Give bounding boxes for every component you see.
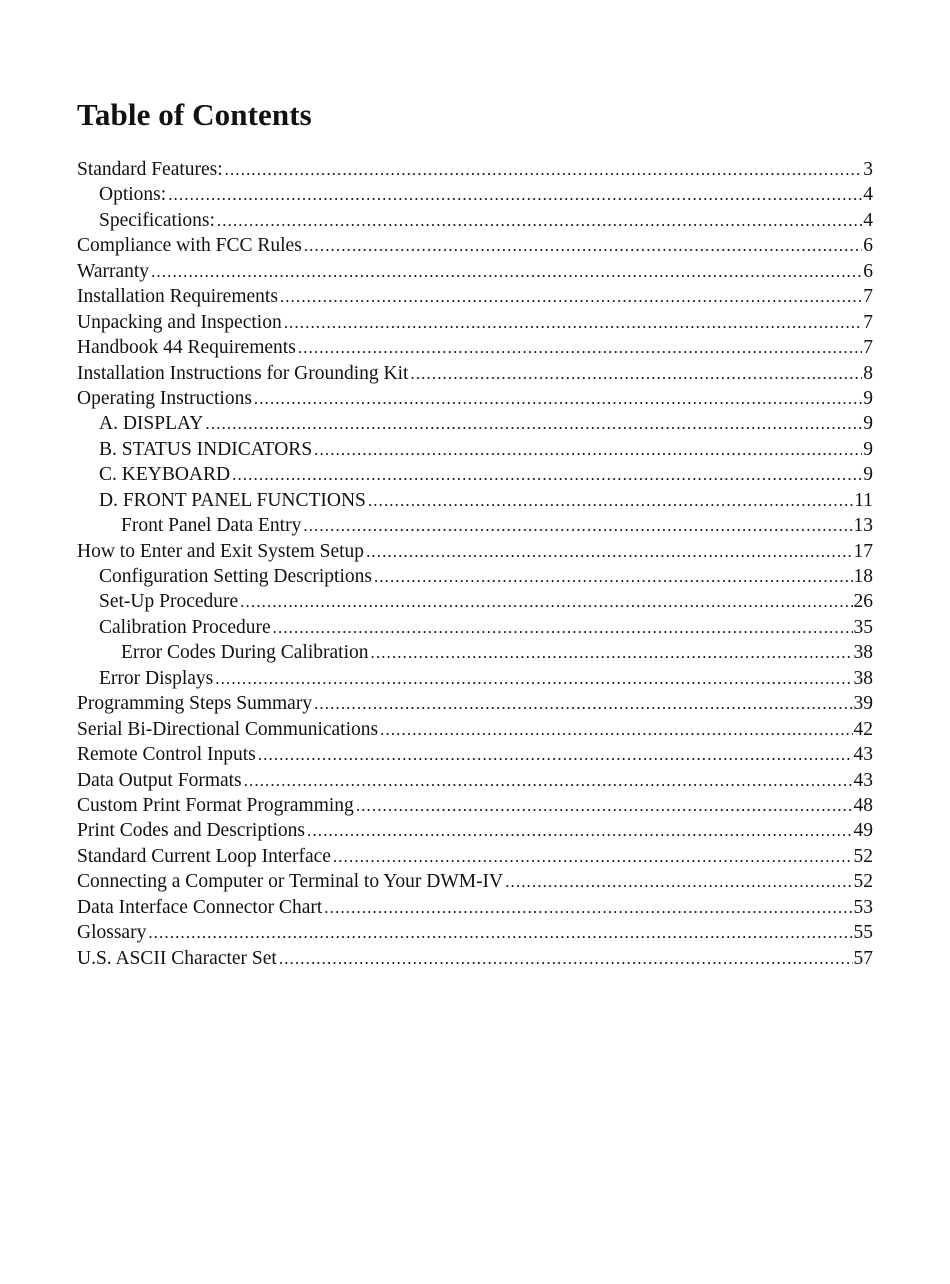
toc-entry-label: Remote Control Inputs <box>77 744 256 766</box>
toc-entry-label: Set-Up Procedure <box>99 591 239 613</box>
toc-entry-page-number: 49 <box>853 820 873 842</box>
toc-entry-label: Handbook 44 Requirements <box>77 337 296 359</box>
toc-entry-page-number: 9 <box>863 413 873 435</box>
toc-entry-page-number: 6 <box>863 260 873 282</box>
toc-entry-label: Unpacking and Inspection <box>77 311 282 333</box>
toc-entry-label: Specifications: <box>99 209 215 231</box>
toc-entry-label: Serial Bi-Directional Communications <box>77 718 379 740</box>
toc-entry-page-number: 13 <box>853 515 873 537</box>
dot-leader <box>244 768 853 793</box>
toc-entry[interactable] <box>77 335 873 360</box>
toc-entry-label: Warranty <box>77 260 150 282</box>
toc-entry[interactable] <box>77 895 873 920</box>
dot-leader <box>254 386 862 411</box>
toc-entry-page-number: 48 <box>853 794 873 816</box>
toc-entry[interactable] <box>77 844 873 869</box>
toc-entry-page-number: 17 <box>853 540 873 562</box>
dot-leader <box>298 335 862 360</box>
dot-leader <box>232 462 862 487</box>
toc-entry-page-number: 9 <box>863 464 873 486</box>
toc-entry-page-number: 7 <box>863 337 873 359</box>
dot-leader <box>366 539 852 564</box>
toc-entry[interactable] <box>77 310 873 335</box>
dot-leader <box>151 259 862 284</box>
toc-entry-label: Glossary <box>77 922 147 944</box>
toc-entry-page-number: 53 <box>853 896 873 918</box>
dot-leader <box>410 361 862 386</box>
toc-entry-page-number: 18 <box>853 566 873 587</box>
toc-entry-page-number: 57 <box>853 947 873 969</box>
toc-entry-page-number: 4 <box>863 184 873 206</box>
toc-entry[interactable] <box>77 920 873 945</box>
toc-entry-page-number: 11 <box>854 489 873 511</box>
toc-entry-label: Custom Print Format Programming <box>77 794 354 816</box>
dot-leader <box>368 488 853 513</box>
toc-entry-page-number: 52 <box>853 845 873 867</box>
toc-entry[interactable] <box>77 818 873 843</box>
toc-entry[interactable] <box>77 462 873 487</box>
toc-entry-page-number: 38 <box>853 667 873 689</box>
dot-leader <box>279 946 853 971</box>
toc-entry-label: Connecting a Computer or Terminal to Your DWM-IV <box>77 871 504 893</box>
toc-entry-page-number: 7 <box>863 286 873 308</box>
dot-leader <box>205 411 862 436</box>
toc-entry-label: Installation Instructions for Grounding Kit <box>77 362 409 384</box>
toc-entry-page-number: 7 <box>863 311 873 333</box>
toc-entry-label: U.S. ASCII Character Set <box>77 947 277 969</box>
toc-entry[interactable] <box>77 233 873 258</box>
dot-leader <box>324 895 852 920</box>
toc-entry[interactable] <box>77 284 873 309</box>
dot-leader <box>280 284 862 309</box>
toc-entry-page-number: 43 <box>853 769 873 791</box>
toc-entry-label: Compliance with FCC Rules <box>77 235 302 257</box>
toc-entry-label: How to Enter and Exit System Setup <box>77 540 365 562</box>
dot-leader <box>314 437 862 462</box>
dot-leader <box>304 233 862 258</box>
toc-entry-label: Front Panel Data Entry <box>121 515 302 537</box>
toc-entry-page-number: 3 <box>863 159 873 180</box>
toc-entry-label: Options: <box>99 184 167 206</box>
dot-leader <box>380 717 852 742</box>
toc-entry-label: Operating Instructions <box>77 387 252 409</box>
toc-entry[interactable] <box>77 411 873 436</box>
toc-entry[interactable] <box>77 182 873 207</box>
toc-entry-page-number: 52 <box>853 871 873 893</box>
toc-entry[interactable] <box>77 589 873 614</box>
toc-entry-page-number: 42 <box>853 718 873 740</box>
toc-entry[interactable] <box>77 361 873 386</box>
toc-entry[interactable] <box>77 539 873 564</box>
dot-leader <box>225 157 863 182</box>
toc-entry-page-number: 4 <box>863 209 873 231</box>
toc-entry[interactable] <box>77 691 873 716</box>
document-page <box>77 95 873 971</box>
toc-entry-label: Configuration Setting Descriptions <box>99 566 372 587</box>
dot-leader <box>505 869 852 894</box>
page-title: Table of Contents <box>77 97 312 132</box>
dot-leader <box>284 310 863 335</box>
toc-entry-label: Standard Features: <box>77 159 223 180</box>
dot-leader <box>356 793 853 818</box>
toc-entry-label: A. DISPLAY <box>99 413 204 435</box>
dot-leader <box>217 208 862 233</box>
dot-leader <box>240 589 852 614</box>
toc-entry-label: Standard Current Loop Interface <box>77 845 331 867</box>
dot-leader <box>215 666 852 691</box>
toc-entry-page-number: 43 <box>853 744 873 766</box>
dot-leader <box>333 844 853 869</box>
toc-entry[interactable] <box>77 208 873 233</box>
toc-entry[interactable] <box>77 615 873 640</box>
toc-entry-label: Installation Requirements <box>77 286 278 308</box>
toc-entry-label: Calibration Procedure <box>99 616 271 638</box>
toc-entry-page-number: 9 <box>863 387 873 409</box>
toc-entry[interactable] <box>77 742 873 767</box>
toc-entry[interactable] <box>77 488 873 513</box>
toc-entry[interactable] <box>77 259 873 284</box>
toc-entry-page-number: 8 <box>863 362 873 384</box>
toc-entry-page-number: 26 <box>853 591 873 613</box>
toc-list <box>77 157 873 971</box>
toc-entry-page-number: 9 <box>863 438 873 460</box>
toc-entry[interactable] <box>77 717 873 742</box>
dot-leader <box>374 564 853 589</box>
toc-entry-page-number: 55 <box>853 922 873 944</box>
toc-entry-label: Error Codes During Calibration <box>121 642 369 664</box>
toc-entry-label: Data Interface Connector Chart <box>77 896 323 918</box>
toc-entry-label: D. FRONT PANEL FUNCTIONS <box>99 489 366 511</box>
toc-entry[interactable] <box>77 869 873 894</box>
dot-leader <box>307 818 852 843</box>
toc-entry-label: C. KEYBOARD <box>99 464 231 486</box>
dot-leader <box>168 182 862 207</box>
toc-entry-label: Data Output Formats <box>77 769 242 791</box>
toc-entry-page-number: 38 <box>853 642 873 664</box>
toc-entry[interactable] <box>77 437 873 462</box>
toc-entry-page-number: 6 <box>863 235 873 257</box>
toc-entry[interactable] <box>77 157 873 182</box>
toc-entry[interactable] <box>77 564 873 589</box>
toc-entry[interactable] <box>77 768 873 793</box>
toc-entry-page-number: 35 <box>853 616 873 638</box>
dot-leader <box>314 691 852 716</box>
dot-leader <box>273 615 853 640</box>
toc-entry-label: Error Displays <box>99 667 214 689</box>
toc-entry[interactable] <box>77 513 873 538</box>
toc-entry[interactable] <box>77 386 873 411</box>
dot-leader <box>303 513 852 538</box>
toc-entry[interactable] <box>77 793 873 818</box>
toc-entry-label: B. STATUS INDICATORS <box>99 438 313 460</box>
toc-entry-label: Programming Steps Summary <box>77 693 313 715</box>
dot-leader <box>148 920 852 945</box>
toc-entry[interactable] <box>77 946 873 971</box>
toc-entry[interactable] <box>77 640 873 665</box>
toc-entry-label: Print Codes and Descriptions <box>77 820 306 842</box>
toc-entry-page-number: 39 <box>853 693 873 715</box>
dot-leader <box>258 742 853 767</box>
toc-entry[interactable] <box>77 666 873 691</box>
dot-leader <box>371 640 853 665</box>
